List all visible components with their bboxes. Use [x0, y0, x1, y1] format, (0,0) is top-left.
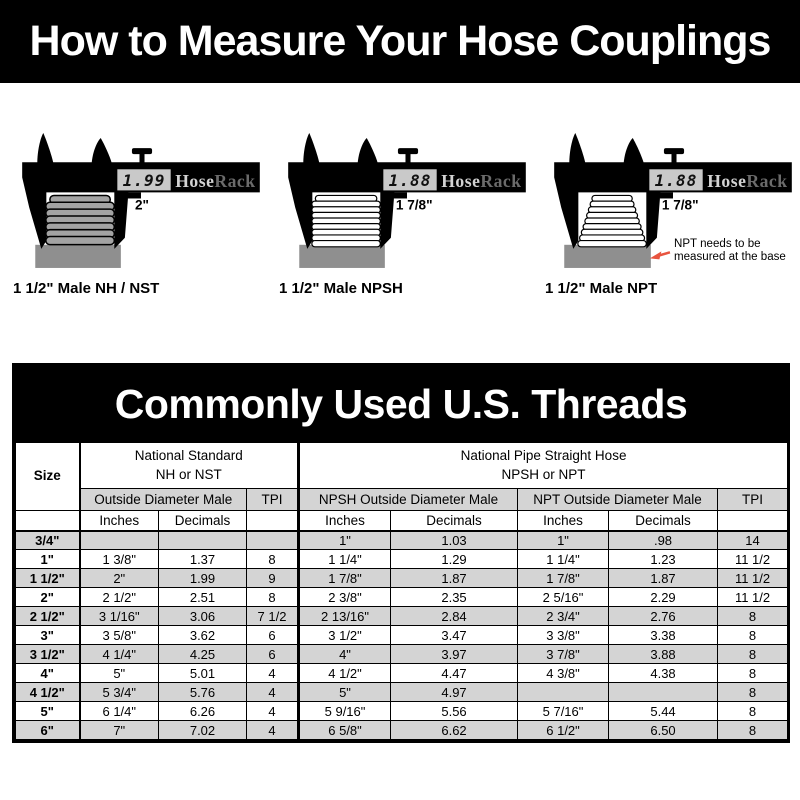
data-cell: 3 7/8" [518, 645, 609, 664]
annotation-text: NPT needs to be measured at the base [674, 237, 786, 263]
data-cell: 5 3/4" [80, 683, 159, 702]
thumb-screw-icon [398, 148, 418, 163]
measurement-label: 2" [134, 197, 149, 213]
header-inches-npt: Inches [518, 511, 609, 531]
data-cell: 5.01 [159, 664, 247, 683]
upper-jaw-left [569, 133, 585, 163]
data-cell: 1 1/4" [299, 550, 391, 569]
data-cell: 2.35 [391, 588, 518, 607]
data-cell: 5" [80, 664, 159, 683]
header-inches-nh: Inches [80, 511, 159, 531]
data-cell: 6 [247, 626, 299, 645]
upper-jaw-right [92, 138, 112, 163]
data-cell: 8 [247, 588, 299, 607]
size-cell: 3/4" [16, 531, 80, 550]
data-cell: 3.06 [159, 607, 247, 626]
header-decimals-nh: Decimals [159, 511, 247, 531]
data-cell: 4.25 [159, 645, 247, 664]
data-cell: 6.26 [159, 702, 247, 721]
caliper-figure-nh-nst [13, 129, 268, 297]
data-cell: 1" [299, 531, 391, 550]
data-cell: 4" [299, 645, 391, 664]
table-row [16, 645, 788, 664]
data-cell: 11 1/2 [718, 588, 788, 607]
data-cell: 3.88 [609, 645, 718, 664]
data-cell: 7 1/2 [247, 607, 299, 626]
size-cell: 1" [16, 550, 80, 569]
data-cell: 7.02 [159, 721, 247, 740]
data-cell: 5.76 [159, 683, 247, 702]
data-cell [159, 531, 247, 550]
data-cell: 1 7/8" [518, 569, 609, 588]
data-cell: .98 [609, 531, 718, 550]
measurement-label: 1 7/8" [395, 197, 433, 213]
data-cell: 6 1/2" [518, 721, 609, 740]
upper-jaw-right [358, 138, 378, 163]
size-cell: 2" [16, 588, 80, 607]
size-cell: 2 1/2" [16, 607, 80, 626]
header-npt-od-male: NPT Outside Diameter Male [518, 489, 718, 511]
data-cell: 2.84 [391, 607, 518, 626]
data-cell: 1.87 [391, 569, 518, 588]
threads-table-section [12, 363, 790, 743]
data-cell: 8 [718, 645, 788, 664]
coupling-base [564, 245, 651, 268]
data-cell [609, 683, 718, 702]
data-cell: 11 1/2 [718, 550, 788, 569]
data-cell: 11 1/2 [718, 569, 788, 588]
table-title: Commonly Used U.S. Threads [114, 380, 688, 427]
data-cell: 1.87 [609, 569, 718, 588]
data-cell: 3.97 [391, 645, 518, 664]
header-inches-npsh: Inches [299, 511, 391, 531]
thread-illustration-straight-white [312, 195, 380, 246]
size-cell: 4" [16, 664, 80, 683]
data-cell: 1 3/8" [80, 550, 159, 569]
caliper-figure-npt [545, 129, 800, 297]
data-cell: 2 5/16" [518, 588, 609, 607]
header-decimals-npt: Decimals [609, 511, 718, 531]
data-cell: 3.47 [391, 626, 518, 645]
data-cell: 1.37 [159, 550, 247, 569]
caliper-illustration [16, 129, 268, 275]
data-cell: 1.99 [159, 569, 247, 588]
caliper-diagrams [0, 129, 800, 297]
header-national-standard: National Standard NH or NST [80, 443, 299, 489]
data-cell: 2 1/2" [80, 588, 159, 607]
data-cell: 7" [80, 721, 159, 740]
caliper-figure-npsh [279, 129, 534, 297]
header-decimals-npsh: Decimals [391, 511, 518, 531]
thumb-screw-icon [664, 148, 684, 163]
caliper-illustration [282, 129, 534, 275]
data-cell: 5.44 [609, 702, 718, 721]
table-title-bar [15, 366, 787, 442]
page-banner [0, 0, 800, 83]
lcd-reading: 1.88 [654, 170, 698, 190]
size-cell: 4 1/2" [16, 683, 80, 702]
caliper-illustration [548, 129, 800, 275]
upper-jaw-left [37, 133, 53, 163]
data-cell: 14 [718, 531, 788, 550]
thumb-screw-icon [132, 148, 152, 163]
data-cell: 4.47 [391, 664, 518, 683]
data-cell: 5 9/16" [299, 702, 391, 721]
npt-base-annotation [650, 238, 786, 263]
data-cell: 2 13/16" [299, 607, 391, 626]
upper-jaw-left [303, 133, 319, 163]
size-cell: 3" [16, 626, 80, 645]
data-cell: 3 3/8" [518, 626, 609, 645]
data-cell: 8 [718, 626, 788, 645]
data-cell [518, 683, 609, 702]
data-cell [247, 531, 299, 550]
data-cell: 6 5/8" [299, 721, 391, 740]
data-cell: 1.03 [391, 531, 518, 550]
caliper-caption: 1 1/2" Male NPSH [279, 280, 403, 297]
data-cell: 8 [247, 550, 299, 569]
data-cell: 8 [718, 683, 788, 702]
data-cell: 4 3/8" [518, 664, 609, 683]
data-cell: 2.51 [159, 588, 247, 607]
data-cell: 4 [247, 683, 299, 702]
header-tpi-nh: TPI [247, 489, 299, 511]
caliper-caption: 1 1/2" Male NH / NST [13, 280, 160, 297]
table-row [16, 588, 788, 607]
size-cell: 1 1/2" [16, 569, 80, 588]
data-cell: 3 1/2" [299, 626, 391, 645]
coupling-base [299, 245, 385, 268]
thread-illustration-straight-gray [46, 195, 114, 244]
data-cell: 9 [247, 569, 299, 588]
data-cell: 3 5/8" [80, 626, 159, 645]
data-cell: 8 [718, 664, 788, 683]
header-blank [247, 511, 299, 531]
header-tpi: TPI [718, 489, 788, 511]
data-cell: 4 [247, 721, 299, 740]
table-row [16, 550, 788, 569]
header-blank [16, 511, 80, 531]
data-cell: 1.29 [391, 550, 518, 569]
measurement-label: 1 7/8" [661, 197, 699, 213]
header-npsh-od-male: NPSH Outside Diameter Male [299, 489, 518, 511]
data-cell: 6.50 [609, 721, 718, 740]
threads-table [15, 442, 788, 740]
table-row [16, 702, 788, 721]
table-row [16, 607, 788, 626]
data-cell: 1.23 [609, 550, 718, 569]
data-cell: 2.76 [609, 607, 718, 626]
header-od-male: Outside Diameter Male [80, 489, 247, 511]
data-cell: 1" [518, 531, 609, 550]
data-cell: 3.62 [159, 626, 247, 645]
table-row [16, 531, 788, 550]
data-cell: 6 [247, 645, 299, 664]
page-title: How to Measure Your Hose Couplings [29, 17, 771, 65]
coupling-base [35, 245, 121, 268]
data-cell: 5.56 [391, 702, 518, 721]
table-row [16, 683, 788, 702]
arrow-left-icon [650, 251, 662, 259]
data-cell: 4 [247, 702, 299, 721]
data-cell: 4 1/4" [80, 645, 159, 664]
table-row [16, 626, 788, 645]
brand-logo: HoseRack [707, 170, 788, 191]
table-row [16, 721, 788, 740]
data-cell: 4 [247, 664, 299, 683]
header-blank [718, 511, 788, 531]
data-cell: 1 7/8" [299, 569, 391, 588]
data-cell: 4.97 [391, 683, 518, 702]
data-cell: 3.38 [609, 626, 718, 645]
size-cell: 5" [16, 702, 80, 721]
data-cell: 8 [718, 721, 788, 740]
data-cell: 1 1/4" [518, 550, 609, 569]
brand-logo: HoseRack [175, 170, 256, 191]
data-cell: 8 [718, 702, 788, 721]
data-cell: 5" [299, 683, 391, 702]
table-row [16, 569, 788, 588]
data-cell: 5 7/16" [518, 702, 609, 721]
brand-logo: HoseRack [441, 170, 522, 191]
data-cell [80, 531, 159, 550]
size-cell: 6" [16, 721, 80, 740]
data-cell: 4.38 [609, 664, 718, 683]
data-cell: 6 1/4" [80, 702, 159, 721]
thread-illustration-tapered-white [578, 195, 646, 246]
header-pipe-straight-hose: National Pipe Straight Hose NPSH or NPT [299, 443, 788, 489]
data-cell: 8 [718, 607, 788, 626]
data-cell: 3 1/16" [80, 607, 159, 626]
upper-jaw-right [624, 138, 644, 163]
lcd-reading: 1.88 [388, 170, 432, 190]
caliper-caption: 1 1/2" Male NPT [545, 280, 658, 297]
size-cell: 3 1/2" [16, 645, 80, 664]
table-row [16, 664, 788, 683]
lcd-reading: 1.99 [122, 170, 166, 190]
data-cell: 4 1/2" [299, 664, 391, 683]
data-cell: 6.62 [391, 721, 518, 740]
header-size: Size [16, 443, 80, 511]
data-cell: 2 3/8" [299, 588, 391, 607]
data-cell: 2.29 [609, 588, 718, 607]
data-cell: 2 3/4" [518, 607, 609, 626]
data-cell: 2" [80, 569, 159, 588]
